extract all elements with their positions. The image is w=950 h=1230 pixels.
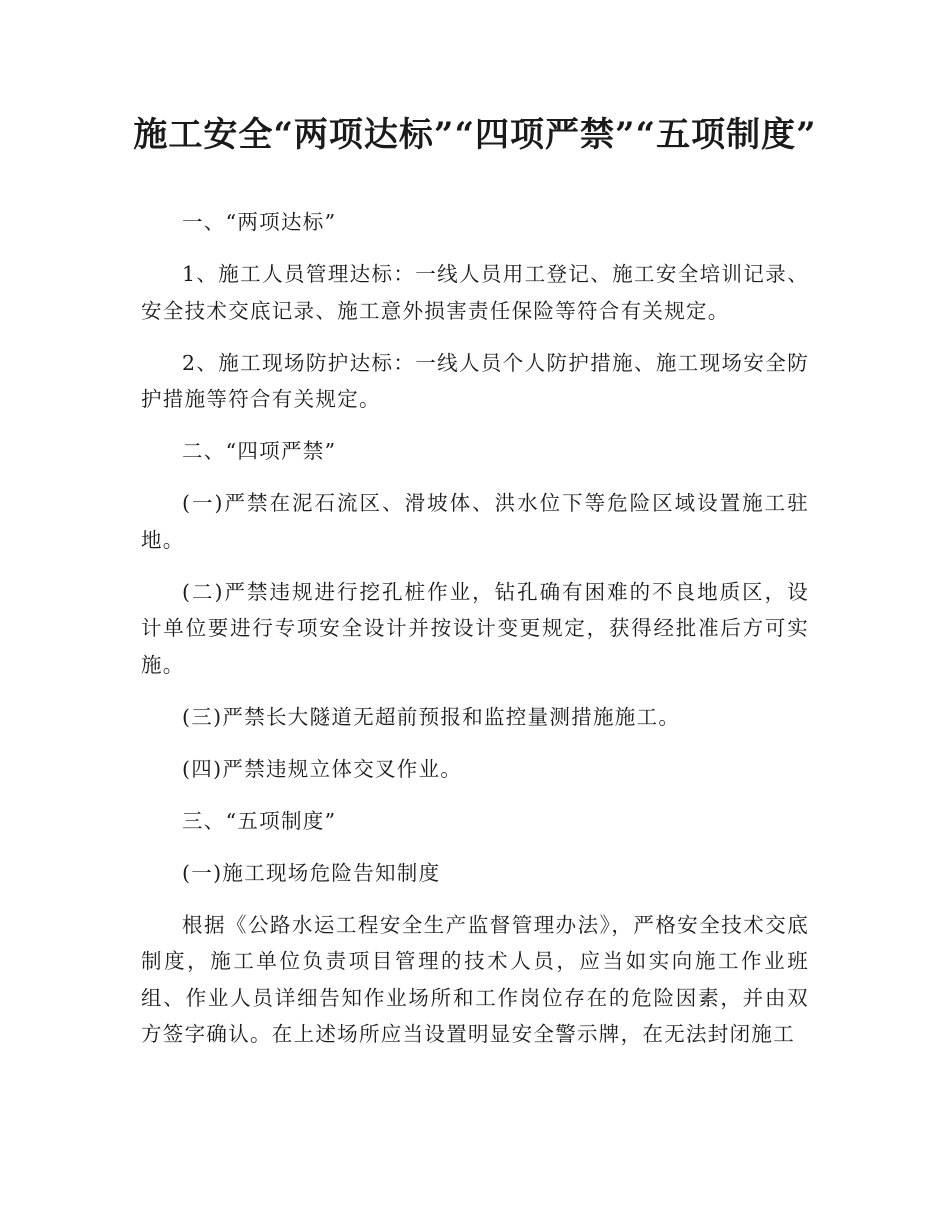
section-heading-four-prohibitions: 二、“四项严禁” (182, 439, 337, 463)
section-heading-five-systems: 三、“五项制度” (182, 808, 337, 833)
paragraph-personnel-management: 1、施工人员管理达标：一线人员用工登记、施工安全培训记录、安全技术交底记录、施工意外损害责任保险等符合有关规定。 (141, 262, 809, 323)
paragraph-site-protection: 2、施工现场防护达标：一线人员个人防护措施、施工现场安全防护措施等符合有关规定。 (141, 350, 809, 411)
prohibition-item-4: (四)严禁违规立体交叉作业。 (182, 756, 463, 781)
section-heading-two-standards: 一、“两项达标” (182, 210, 337, 234)
system-item-1-heading: (一)施工现场危险告知制度 (182, 860, 441, 885)
prohibition-item-2: (二)严禁违规进行挖孔桩作业，钻孔确有困难的不良地质区，设计单位要进行专项安全设计并按设计变更规定，获得经批准后方可实施。 (141, 579, 809, 677)
prohibition-item-3: (三)严禁长大隧道无超前预报和监控量测措施施工。 (182, 704, 681, 729)
prohibition-item-1: (一)严禁在泥石流区、滑坡体、洪水位下等危险区域设置施工驻地。 (141, 491, 809, 552)
document-body (141, 204, 809, 1068)
document-title: 施工安全“两项达标”“四项严禁”“五项制度” (133, 115, 817, 155)
paragraph-hazard-notification: 根据《公路水运工程安全生产监督管理办法》，严格安全技术交底制度，施工单位负责项目管理的技术人员，应当如实向施工作业班组、作业人员详细告知作业场所和工作岗位存在的危险因素，并由双方签字确认。在上述场所应当设置明显安全警示牌，在无法封闭施工 (141, 912, 809, 1046)
